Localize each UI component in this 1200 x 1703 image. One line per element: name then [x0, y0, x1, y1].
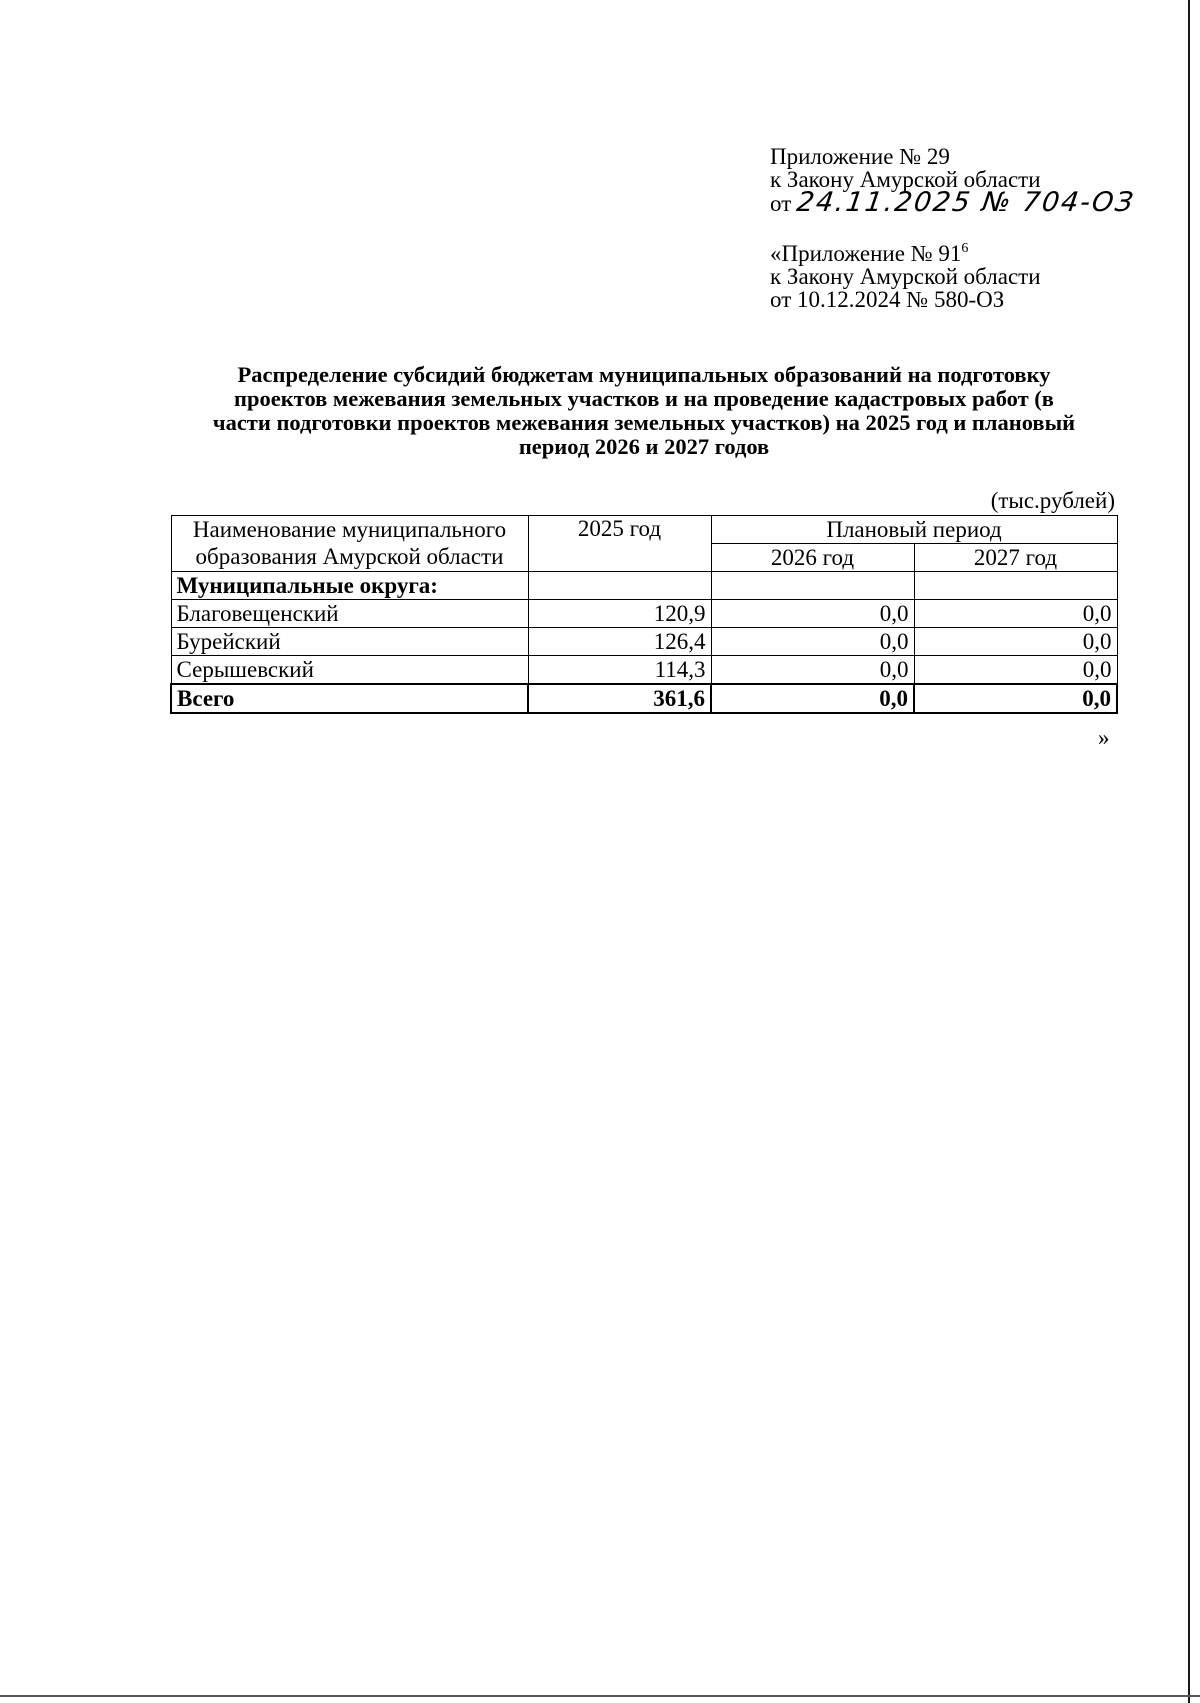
- row-2026: 0,0: [711, 628, 914, 656]
- row-2027: 0,0: [914, 628, 1117, 656]
- empty-cell: [711, 572, 914, 600]
- title-line: части подготовки проектов межевания земельных участков) на 2025 год и плановый: [212, 410, 1076, 435]
- total-2026: 0,0: [711, 684, 914, 713]
- empty-cell: [528, 572, 711, 600]
- row-2027: 0,0: [914, 600, 1117, 628]
- appendix-number: Приложение № 29: [770, 144, 950, 169]
- closing-quote: »: [1098, 725, 1110, 750]
- appendix-date-prefix: от: [770, 191, 792, 216]
- scan-edge-bottom: [0, 1695, 1200, 1697]
- header-name-top: Наименование муниципального: [171, 516, 528, 544]
- header-2026: 2026 год: [711, 544, 914, 572]
- table-section-row: [171, 572, 1117, 600]
- total-2025: 361,6: [528, 684, 711, 713]
- prior-appendix-law-ref: к Закону Амурской области: [770, 264, 1041, 289]
- title-line: проектов межевания земельных участков и на проведение кадастровых работ (в: [234, 386, 1054, 411]
- table-row: [171, 656, 1117, 685]
- prior-appendix-date: от 10.12.2024 № 580-ОЗ: [770, 287, 1005, 312]
- table-total-row: [171, 684, 1117, 713]
- row-2026: 0,0: [711, 656, 914, 685]
- row-name: Серышевский: [171, 656, 528, 685]
- header-2027: 2027 год: [914, 544, 1117, 572]
- header-planned-period: Плановый период: [711, 516, 1117, 544]
- prior-appendix-superscript: 6: [961, 241, 969, 256]
- subsidy-table: [170, 515, 1118, 714]
- row-2025: 114,3: [528, 656, 711, 685]
- document-title: [165, 363, 1123, 459]
- table-row: [171, 600, 1117, 628]
- row-name: Бурейский: [171, 628, 528, 656]
- unit-label: (тыс.рублей): [990, 488, 1115, 513]
- empty-cell: [914, 572, 1117, 600]
- header-name-bottom: образования Амурской области: [171, 544, 528, 572]
- row-2026: 0,0: [711, 600, 914, 628]
- title-line: Распределение субсидий бюджетам муниципальных образований на подготовку: [237, 362, 1051, 387]
- table-row: [171, 628, 1117, 656]
- table-header-row: [171, 516, 1117, 544]
- row-2025: 120,9: [528, 600, 711, 628]
- appendix-header: [770, 144, 1138, 218]
- row-name: Благовещенский: [171, 600, 528, 628]
- prior-appendix-number: [770, 242, 1041, 265]
- handwritten-date-number: 24.11.2025 № 704-ОЗ: [795, 187, 1138, 218]
- appendix-date-line: [770, 187, 1138, 218]
- section-label: Муниципальные округа:: [171, 572, 528, 600]
- appendix-law-ref: к Закону Амурской области: [770, 167, 1041, 192]
- scan-edge-right: [1188, 0, 1190, 1703]
- header-2025: 2025 год: [528, 516, 711, 572]
- prior-appendix-number-text: «Приложение № 91: [770, 241, 962, 266]
- total-label: Всего: [171, 684, 528, 713]
- row-2025: 126,4: [528, 628, 711, 656]
- title-line: период 2026 и 2027 годов: [518, 434, 770, 459]
- prior-appendix-header: [770, 242, 1041, 311]
- total-2027: 0,0: [914, 684, 1117, 713]
- row-2027: 0,0: [914, 656, 1117, 685]
